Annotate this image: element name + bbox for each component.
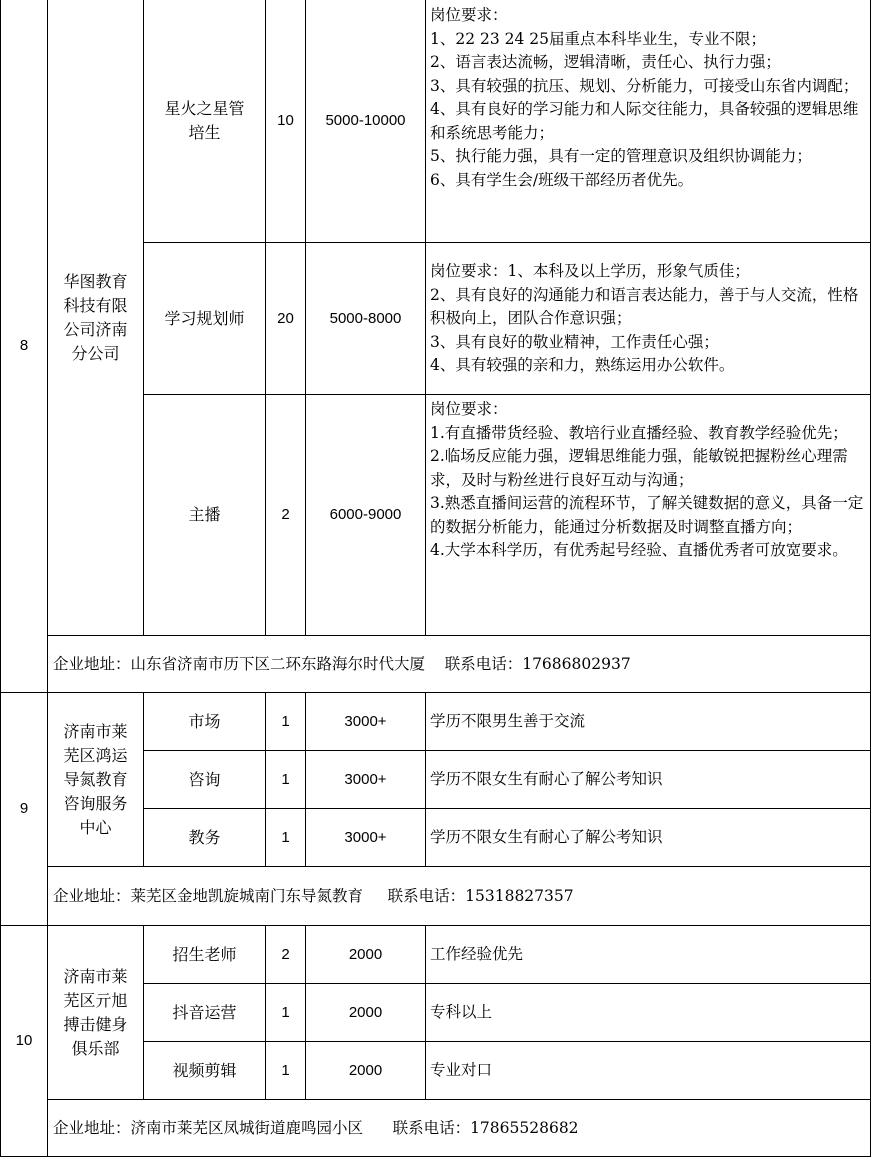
company-address: 企业地址：济南市莱芜区凤城街道鹿鸣园小区 联系电话：17865528682: [53, 1119, 579, 1137]
job-salary: 5000-8000: [329, 309, 402, 327]
job-requirements: 学历不限女生有耐心了解公考知识: [430, 827, 663, 846]
job-requirements: 学历不限男生善于交流: [430, 711, 586, 730]
requirement-line: 1、22 23 24 25届重点本科毕业生，专业不限；: [430, 29, 767, 48]
job-salary: 2000: [348, 1061, 383, 1079]
job-salary: 6000-9000: [329, 506, 402, 523]
job-requirements: 工作经验优先: [430, 944, 524, 963]
job-count: 1: [281, 1061, 290, 1079]
requirement-line: 3、具有较强的抗压、规划、分析能力，可接受山东省内调配；: [430, 76, 859, 95]
job-salary: 5000-10000: [325, 112, 406, 129]
job-count: 1: [281, 1003, 290, 1021]
requirement-line: 岗位要求：: [430, 6, 508, 24]
requirement-line: 1.有直播带货经验、教培行业直播经验、教育教学经验优先；: [430, 423, 848, 442]
requirement-line: 4.大学本科学历，有优秀起号经验、直播优秀者可放宽要求。: [430, 541, 848, 559]
row-index: 10: [15, 1032, 33, 1049]
job-salary: 2000: [348, 1003, 383, 1021]
requirement-line: 4、具有较强的亲和力，熟练运用办公软件。: [430, 356, 735, 374]
company-address: 企业地址：山东省济南市历下区二环东路海尔时代大厦 联系电话：17686802937: [53, 655, 631, 673]
requirement-line: 3.熟悉直播间运营的流程环节，了解关键数据的意义，具备一定的数据分析能力，能通过分析数据及时调整直播方向；: [430, 494, 864, 536]
job-requirements: [426, 4, 870, 192]
job-title: 主播: [188, 505, 221, 524]
job-title: 市场: [188, 711, 221, 731]
job-title: 招生老师: [172, 944, 237, 964]
job-count: 2: [281, 506, 290, 523]
row-index: 8: [19, 337, 29, 354]
job-count: 1: [281, 712, 290, 730]
requirement-line: 2、具有良好的沟通能力和语言表达能力，善于与人交流，性格积极向上，团队合作意识强；: [430, 285, 859, 327]
requirement-line: 6、具有学生会/班级干部经历者优先。: [430, 170, 694, 189]
job-salary: 3000+: [344, 712, 387, 730]
job-count: 10: [277, 112, 294, 129]
job-salary: 2000: [348, 945, 383, 963]
job-title: 教务: [188, 827, 221, 847]
job-requirements: [426, 398, 870, 563]
company-name: 济南市莱芜区亓旭搏击健身俱乐部: [63, 966, 128, 1058]
job-requirements: 专业对口: [430, 1060, 493, 1079]
company-name: 济南市莱芜区鸿运导氮教育咨询服务中心: [63, 721, 128, 837]
job-title: 学习规划师: [164, 308, 245, 328]
job-title: 星火之星管培生: [164, 99, 245, 142]
requirement-line: 4、具有良好的学习能力和人际交往能力，具备较强的逻辑思维和系统思考能力；: [430, 100, 859, 142]
requirement-line: 岗位要求：: [430, 400, 508, 418]
job-title: 咨询: [188, 769, 221, 789]
requirement-line: 3、具有良好的敬业精神，工作责任心强；: [430, 332, 719, 351]
job-requirements: 专科以上: [430, 1002, 493, 1021]
company-name: 华图教育科技有限公司济南分公司: [63, 271, 128, 363]
job-count: 1: [281, 770, 290, 788]
job-title: 抖音运营: [172, 1002, 237, 1022]
requirement-line: 2.临场反应能力强，逻辑思维能力强，能敏锐把握粉丝心理需求，及时与粉丝进行良好互动与沟通；: [430, 447, 848, 489]
job-requirements: [426, 260, 870, 378]
job-count: 20: [277, 309, 294, 327]
job-title: 视频剪辑: [172, 1060, 237, 1080]
requirement-line: 2、语言表达流畅，逻辑清晰，责任心、执行力强；: [430, 53, 781, 71]
job-count: 2: [281, 945, 290, 963]
row-index: 9: [19, 800, 29, 817]
job-requirements: 学历不限女生有耐心了解公考知识: [430, 769, 663, 788]
company-address: 企业地址：莱芜区金地凯旋城南门东导氮教育 联系电话：15318827357: [53, 887, 574, 905]
job-salary: 3000+: [344, 770, 387, 788]
requirement-line: 5、执行能力强，具有一定的管理意识及组织协调能力；: [430, 147, 812, 165]
job-salary: 3000+: [344, 828, 387, 846]
requirement-line: 岗位要求：1、本科及以上学历，形象气质佳；: [430, 262, 750, 280]
job-count: 1: [281, 828, 290, 846]
